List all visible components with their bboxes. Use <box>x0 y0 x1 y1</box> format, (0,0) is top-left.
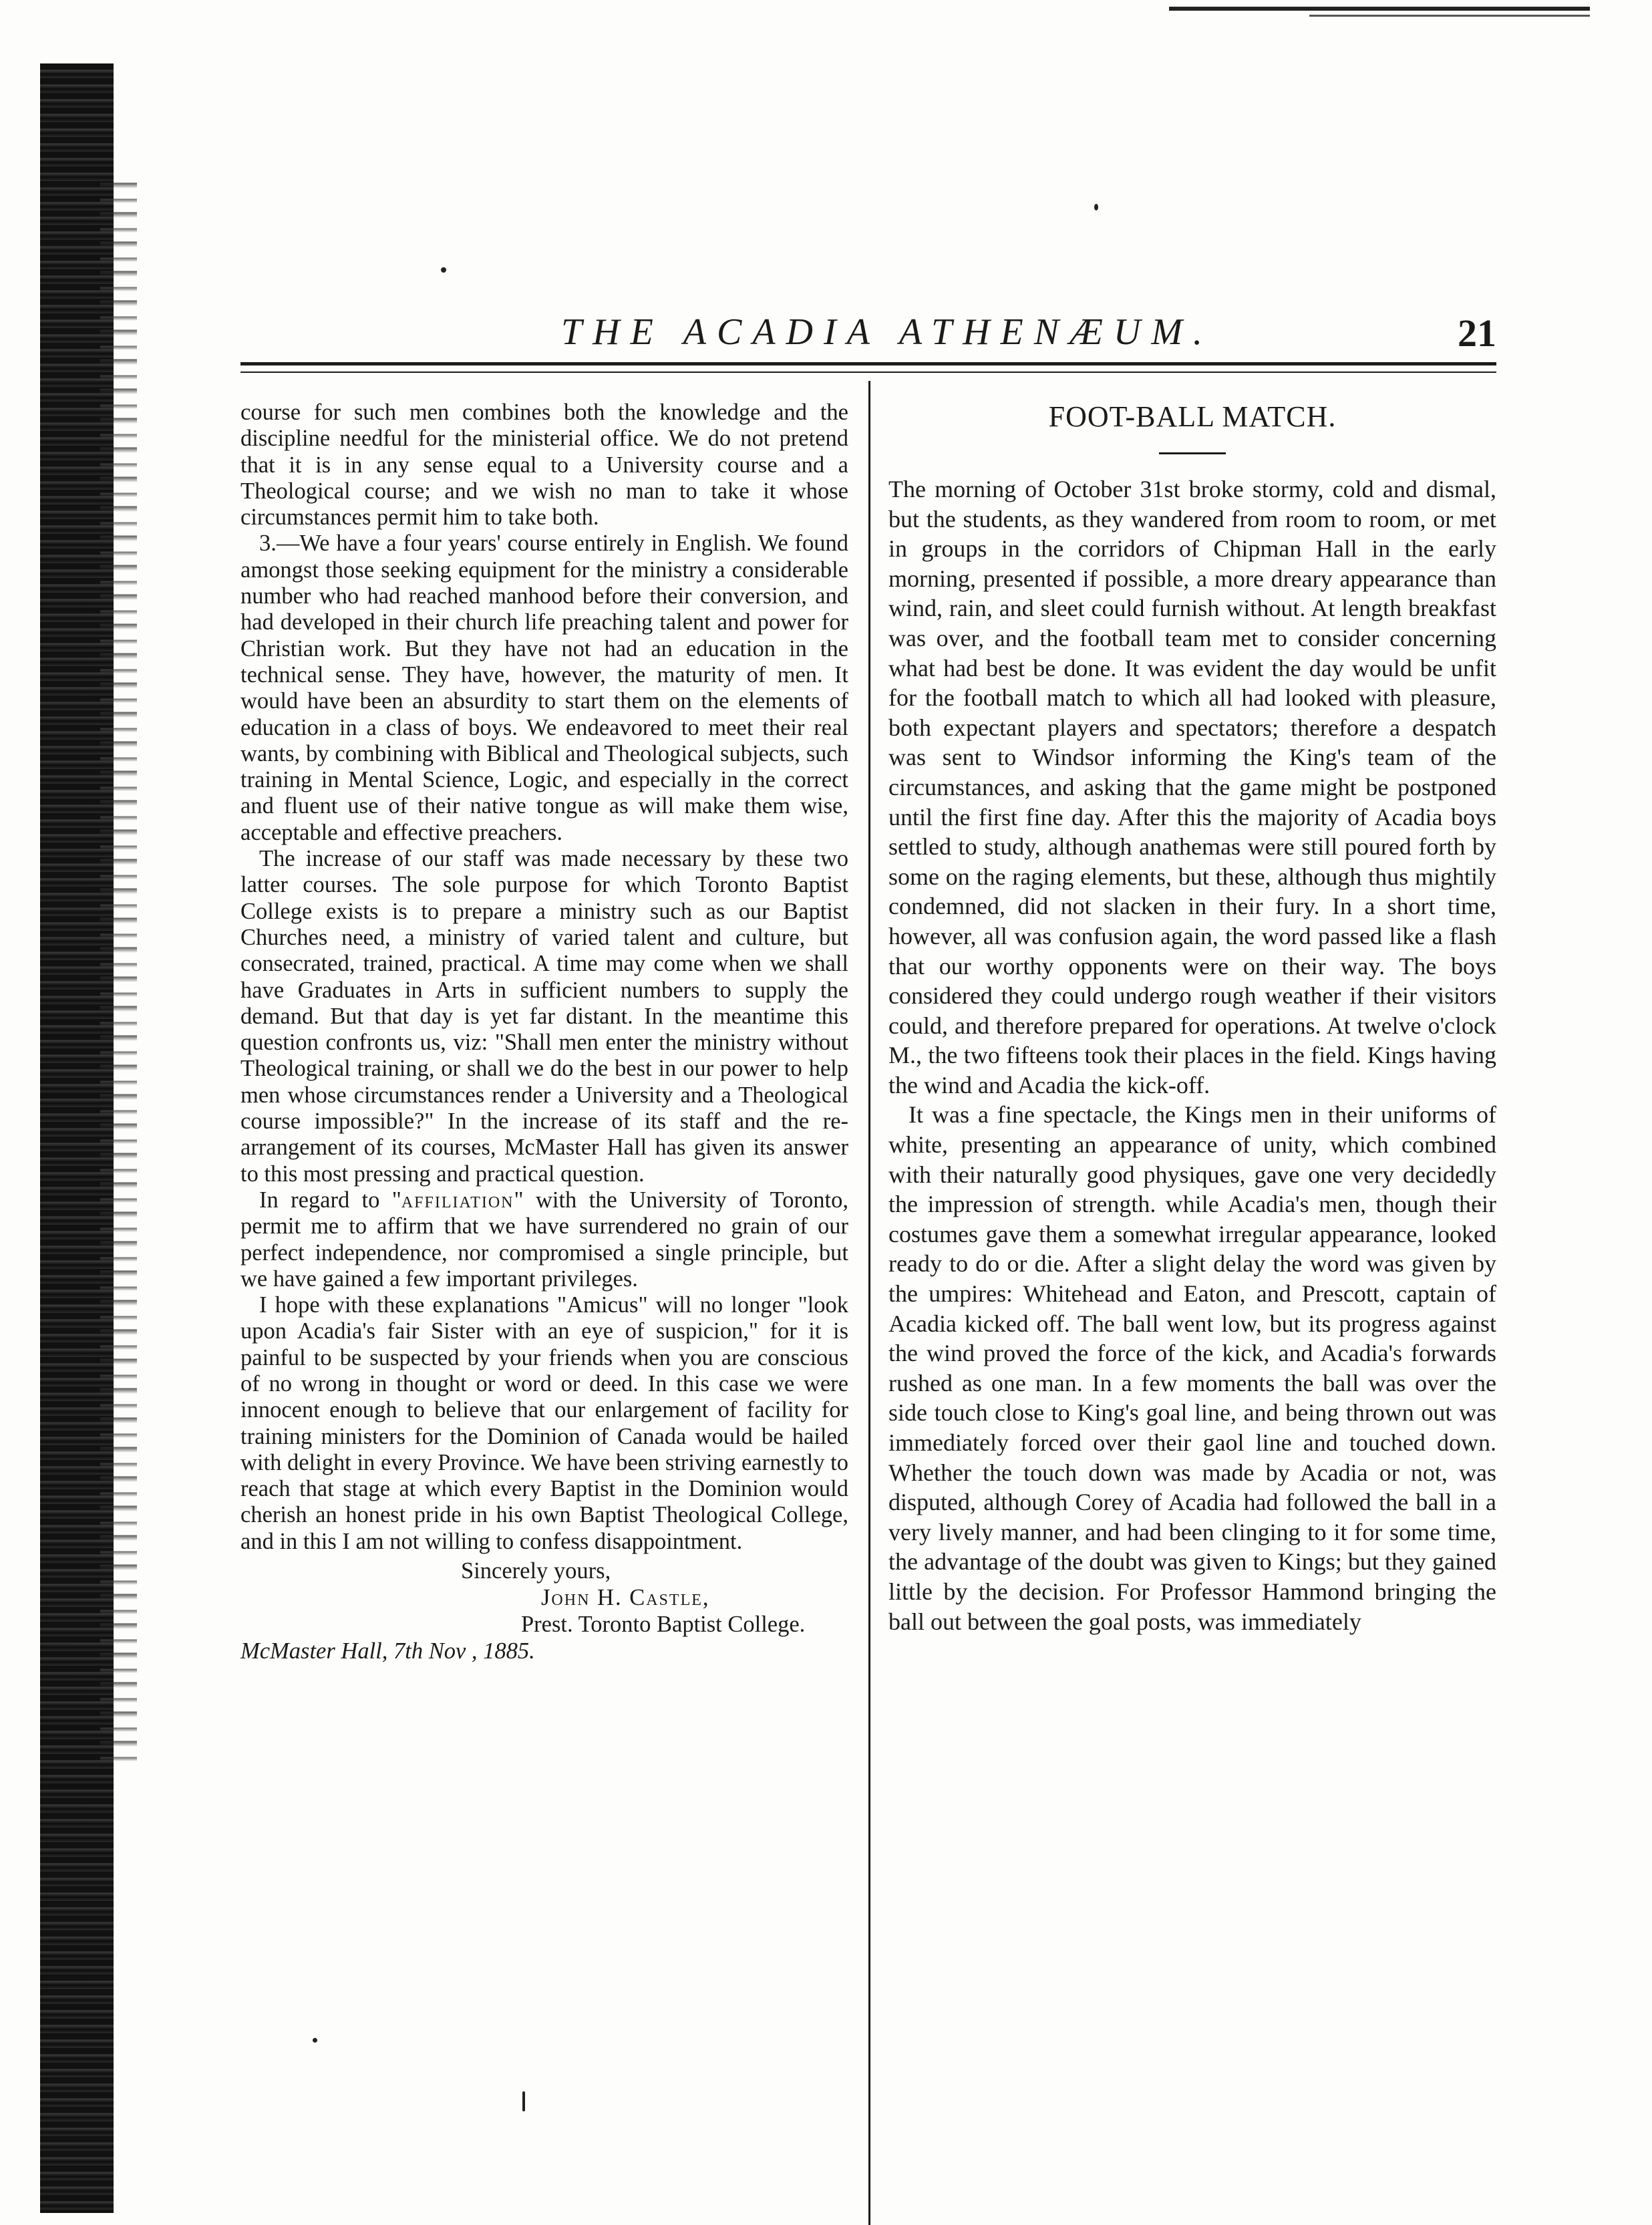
page-header <box>240 304 1496 367</box>
column-divider <box>868 381 870 2225</box>
page-number: 21 <box>1458 311 1496 355</box>
paragraph: The increase of our staff was made necessary by these two latter courses. The sole purpose for which Toronto Baptist College exists is to prepare a ministry such as our Baptist Churches need, a ministry of varied talent and culture, but consecrated, trained, practical. A time may come when we shall have Graduates in Arts in sufficient numbers to supply the demand. But that day is yet far distant. In the meantime this question confronts us, viz: "Shall men enter the ministry without Theological training, or shall we do the best in our power to help men whose circumstances render a University and a Theological course impossible?" In the increase of its staff and the re-arrangement of its courses, McMaster Hall has given its answer to this most pressing and practical question. <box>240 846 848 1187</box>
right-column <box>888 400 1496 1636</box>
paragraph: course for such men combines both the knowledge and the discipline needful for the ministerial office. We do not pretend that it is in any sense equal to a University course and a Theological course; and we wish no man to take it whose circumstances permit him to take both. <box>240 400 848 531</box>
affiliation-text-before: In regard to " <box>259 1187 401 1213</box>
affiliation-paragraph <box>240 1187 848 1292</box>
ink-speck <box>1094 204 1098 210</box>
scan-top-rule-thin <box>1309 15 1590 17</box>
journal-title: THE ACADIA ATHENÆUM. <box>561 311 1213 353</box>
header-rule-thin <box>240 372 1496 373</box>
heading-rule <box>1159 452 1226 454</box>
affiliation-word: affiliation <box>401 1187 514 1213</box>
scan-top-rule <box>1169 7 1590 11</box>
signature-title: Prest. Toronto Baptist College. <box>521 1612 806 1638</box>
signature-place-date: McMaster Hall, 7th Nov , 1885. <box>240 1638 535 1664</box>
closing-paragraph: I hope with these explanations "Amicus" will no longer "look upon Acadia's fair Sister with an eye of suspicion," for it is painful to be suspected by your friends when you are conscious of no wrong in thought or word or deed. In this case we were innocent enough to believe that our enlargement of facility for training ministers for the Dominion of Canada would be hailed with delight in every Province. We have been striving earnestly to reach that stage at which every Baptist in the Dominion would cherish an honest pride in his own Baptist Theological College, and in this I am not willing to confess disappointment. <box>240 1292 848 1554</box>
signature-closing: Sincerely yours, <box>461 1558 611 1584</box>
left-column <box>240 400 848 1664</box>
signature-block <box>240 1558 848 1664</box>
book-spine-edge <box>100 174 137 1764</box>
signature-name: John H. Castle, <box>541 1585 710 1611</box>
paragraph: It was a fine spectacle, the Kings men in their uniforms of white, presenting an appearance of unity, which combined with their naturally good physiques, gave one very decidedly the impression of strength. while Acadia's men, though their costumes gave them a somewhat irregular appearance, looked ready to do or die. After a slight delay the word was given by the umpires: Whitehead and Eaton, and Prescott, captain of Acadia kicked off. The ball went low, but its progress against the wind proved the force of the kick, and Acadia's forwards rushed as one man. In a few moments the ball was over the side touch close to King's goal line, and being thrown out was immediately forced over their gaol line and touched down. Whether the touch down was made by Acadia or not, was disputed, although Corey of Acadia had followed the ball in a very lively manner, and had been clinging to it for some time, the advantage of the doubt was given to Kings; but they gained little by the decision. For Professor Hammond bringing the ball out between the goal posts, was immediately <box>888 1101 1496 1635</box>
ink-speck <box>522 2091 525 2111</box>
header-rule-thick <box>240 362 1496 365</box>
ink-speck <box>313 2038 317 2043</box>
ink-speck <box>441 267 446 273</box>
article-heading: FOOT-BALL MATCH. <box>1048 400 1337 433</box>
article-body <box>888 474 1496 1636</box>
paragraph: The morning of October 31st broke stormy, cold and dismal, but the students, as they wandered from room to room, or met in groups in the corridors of Chipman Hall in the early morning, presented if possible, a more dreary appearance than wind, rain, and sleet could furnish without. At length breakfast was over, and the football team met to consider concerning what had best be done. It was evident the day would be unfit for the football match to which all had looked with pleasure, both expectant players and spectators; therefore a despatch was sent to Windsor informing the King's team of the circumstances, and asking that the game might be postponed until the first fine day. After this the majority of Acadia boys settled to study, although anathemas were still poured forth by some on the raging elements, but these, although thus mightily condemned, did not slacken in their fury. In a short time, however, all was confusion again, the word passed like a flash that our worthy opponents were on their way. The boys considered they could undergo rough weather if their visitors could, and therefore prepared for operations. At twelve o'clock M., the two fifteens took their places in the field. Kings having the wind and Acadia the kick-off. <box>888 476 1496 1098</box>
paragraph: 3.—We have a four years' course entirely in English. We found amongst those seeking equipment for the ministry a considerable number who had reached manhood before their conversion, and had developed in their church life preaching talent and power for Christian work. But they have not had an education in the technical sense. They have, however, the maturity of men. It would have been an absurdity to start them on the elements of education in a class of boys. We endeavored to meet their real wants, by combining with Biblical and Theological subjects, such training in Mental Science, Logic, and especially in the correct and fluent use of their native tongue as will make them wise, acceptable and effective preachers. <box>240 531 848 845</box>
affiliation-text-after: " with the University of Toronto, permit me to affirm that we have surrendered no grain of our perfect independence, nor compromised a single principle, but we have gained a few important privileges. <box>240 1187 848 1292</box>
